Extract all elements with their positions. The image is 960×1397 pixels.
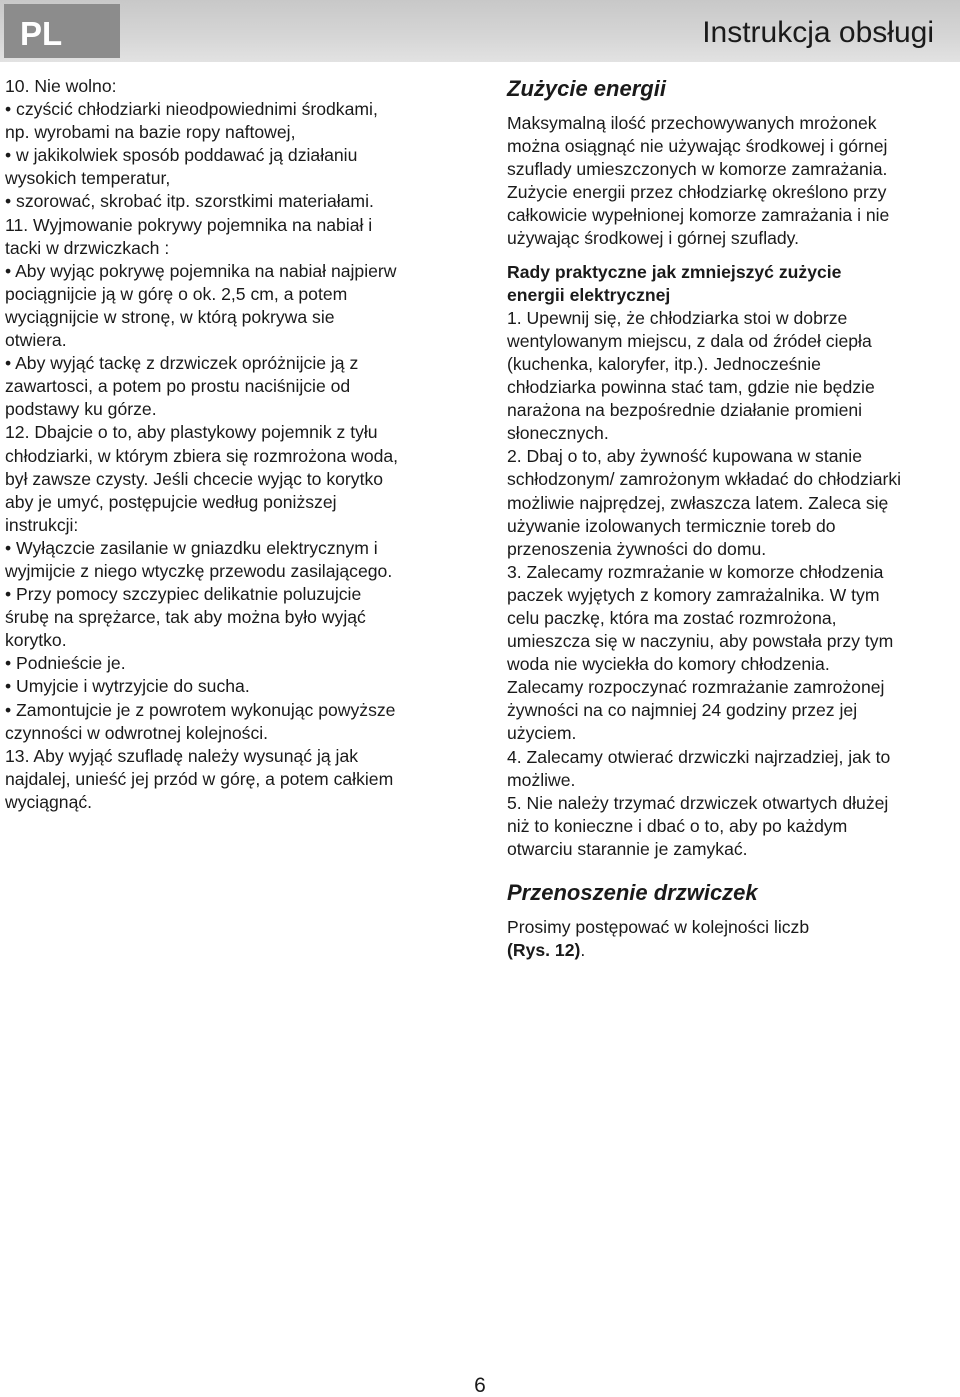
text-line: 13. Aby wyjąć szufladę należy wysunąć ją jak (5, 745, 359, 766)
tips-title-line: energii elektrycznej (507, 284, 671, 305)
tips-title-line: Rady praktyczne jak zmniejszyć zużycie (507, 261, 842, 282)
page-number: 6 (474, 1374, 486, 1397)
text-line: chłodziarki, w którym zbiera się rozmrożona woda, (5, 445, 399, 466)
text-line: można osiągnąć nie używając środkowej i górnej (507, 136, 888, 157)
text-line: całkowicie wypełnionej komorze zamrażania i nie (507, 205, 890, 226)
text-line: • Umyjcie i wytrzyjcie do sucha. (5, 676, 250, 697)
text-line: 10. Nie wolno: (5, 76, 117, 96)
text-line: narażona na bezpośrednie działanie promieni (507, 400, 863, 421)
document-title: Instrukcja obsługi (702, 16, 934, 49)
text-line: najdalej, unieść jej przód w górę, a potem całkiem (5, 768, 394, 789)
text-line: chłodziarka powinna stać tam, gdzie nie będzie (507, 377, 875, 398)
text-line: Zużycie energii przez chłodziarkę określono przy (507, 182, 887, 203)
text-line: • w jakikolwiek sposób poddawać ją działaniu (5, 145, 358, 166)
text-line: przenoszenia żywności do domu. (507, 538, 767, 559)
text-line: czynności w odwrotnej kolejności. (5, 722, 269, 743)
text-line: paczek wyjętych z komory zamrażalnika. W tym (507, 584, 880, 605)
text-line: 4. Zalecamy otwierać drzwiczki najrzadziej, jak to (507, 746, 891, 767)
text-line: celu paczkę, która ma zostać rozmrożona, (507, 607, 837, 628)
left-column (5, 75, 465, 814)
text-line: słonecznych. (507, 423, 609, 444)
energy-tips-title (507, 261, 952, 307)
text-line: 2. Dbaj o to, aby żywność kupowana w stanie (507, 446, 863, 467)
text-line: np. wyrobami na bazie ropy naftowej, (5, 122, 296, 143)
door-section-title: Przenoszenie drzwiczek (507, 880, 758, 905)
door-section (507, 879, 952, 962)
text-line: umieszcza się w naczyniu, aby powstała przy tym (507, 631, 894, 652)
text-line: 11. Wyjmowanie pokrywy pojemnika na nabiał i (5, 214, 373, 235)
energy-tips (507, 307, 952, 861)
text-line: był zawsze czysty. Jeśli chcecie wyjąc to korytko (5, 468, 384, 489)
text-line: woda nie wyciekła do komory chłodzenia. (507, 654, 830, 675)
text-line: 12. Dbajcie o to, aby plastykowy pojemnik z tyłu (5, 422, 378, 443)
text-line: użyciem. (507, 723, 577, 744)
text-line: Maksymalną ilość przechowywanych mrożonek (507, 113, 877, 133)
text-line: wentylowanym miejscu, z dala od źródeł ciepła (507, 330, 872, 351)
text-line: wyjmijcie z niego wtyczkę przewodu zasilającego. (5, 560, 393, 581)
text-line: używanie izolowanych termicznie toreb do (507, 515, 836, 536)
right-column (507, 75, 952, 962)
door-text: Prosimy postępować w kolejności liczb (507, 917, 810, 937)
text-line: zawartosci, a potem po prostu naciśnijcie od (5, 376, 351, 397)
text-line: używając środkowej i górnej szuflady. (507, 228, 800, 249)
page-header (0, 0, 960, 62)
text-line: śrubę na sprężarce, tak aby można było wyjąć (5, 607, 366, 628)
energy-intro (507, 112, 952, 251)
text-line: • Podnieście je. (5, 653, 126, 674)
text-line: podstawy ku górze. (5, 399, 157, 420)
text-line: Zalecamy rozpoczynać rozmrażanie zamrożonej (507, 677, 885, 698)
text-line: możliwie najprędzej, zwłaszcza latem. Zaleca się (507, 492, 889, 513)
text-line: 1. Upewnij się, że chłodziarka stoi w dobrze (507, 307, 848, 328)
text-line: schłodzonym/ zamrożonym wkładać do chłodziarki (507, 469, 902, 490)
door-reference-line (507, 939, 952, 962)
text-line: 3. Zalecamy rozmrażanie w komorze chłodzenia (507, 561, 884, 582)
language-tab (4, 4, 120, 58)
text-line: 5. Nie należy trzymać drzwiczek otwartych dłużej (507, 792, 889, 813)
text-line: wyciągnąć. (5, 791, 93, 812)
text-line: żywności na co najmniej 24 godziny przez jej (507, 700, 858, 721)
language-code: PL (20, 15, 63, 52)
figure-reference-suffix: . (580, 940, 586, 961)
text-line: otwiera. (5, 330, 67, 351)
text-line: • Zamontujcie je z powrotem wykonując powyższe (5, 699, 396, 720)
text-line: • Aby wyjąć tackę z drzwiczek opróżnijcie ją z (5, 353, 359, 374)
text-line: instrukcji: (5, 514, 79, 535)
text-line: możliwe. (507, 769, 576, 790)
text-line: niż to konieczne i dbać o to, aby po każdym (507, 815, 848, 836)
energy-section-title: Zużycie energii (507, 76, 666, 101)
text-line: pociągnijcie ją w górę o ok. 2,5 cm, a potem (5, 283, 348, 304)
text-line: wyciągnijcie w stronę, w którą pokrywa sie (5, 306, 335, 327)
text-line: • Wyłączcie zasilanie w gniazdku elektrycznym i (5, 537, 378, 558)
text-line: szuflady umieszczonych w komorze zamrażania. (507, 159, 888, 180)
text-line: • szorować, skrobać itp. szorstkimi materiałami. (5, 191, 374, 212)
text-line: wysokich temperatur, (5, 168, 171, 189)
text-line: korytko. (5, 630, 67, 651)
text-line: tacki w drzwiczkach : (5, 237, 170, 258)
text-line: aby je umyć, postępujcie według poniższej (5, 491, 337, 512)
text-line: (kuchenka, kaloryfer, itp.). Jednocześnie (507, 353, 821, 374)
figure-reference: (Rys. 12) (507, 940, 581, 961)
text-line: otwarciu starannie je zamykać. (507, 838, 748, 859)
text-line: • Aby wyjąc pokrywę pojemnika na nabiał najpierw (5, 260, 397, 281)
text-line: • czyścić chłodziarki nieodpowiednimi środkami, (5, 99, 378, 120)
text-line: • Przy pomocy szczypiec delikatnie poluzujcie (5, 584, 362, 605)
